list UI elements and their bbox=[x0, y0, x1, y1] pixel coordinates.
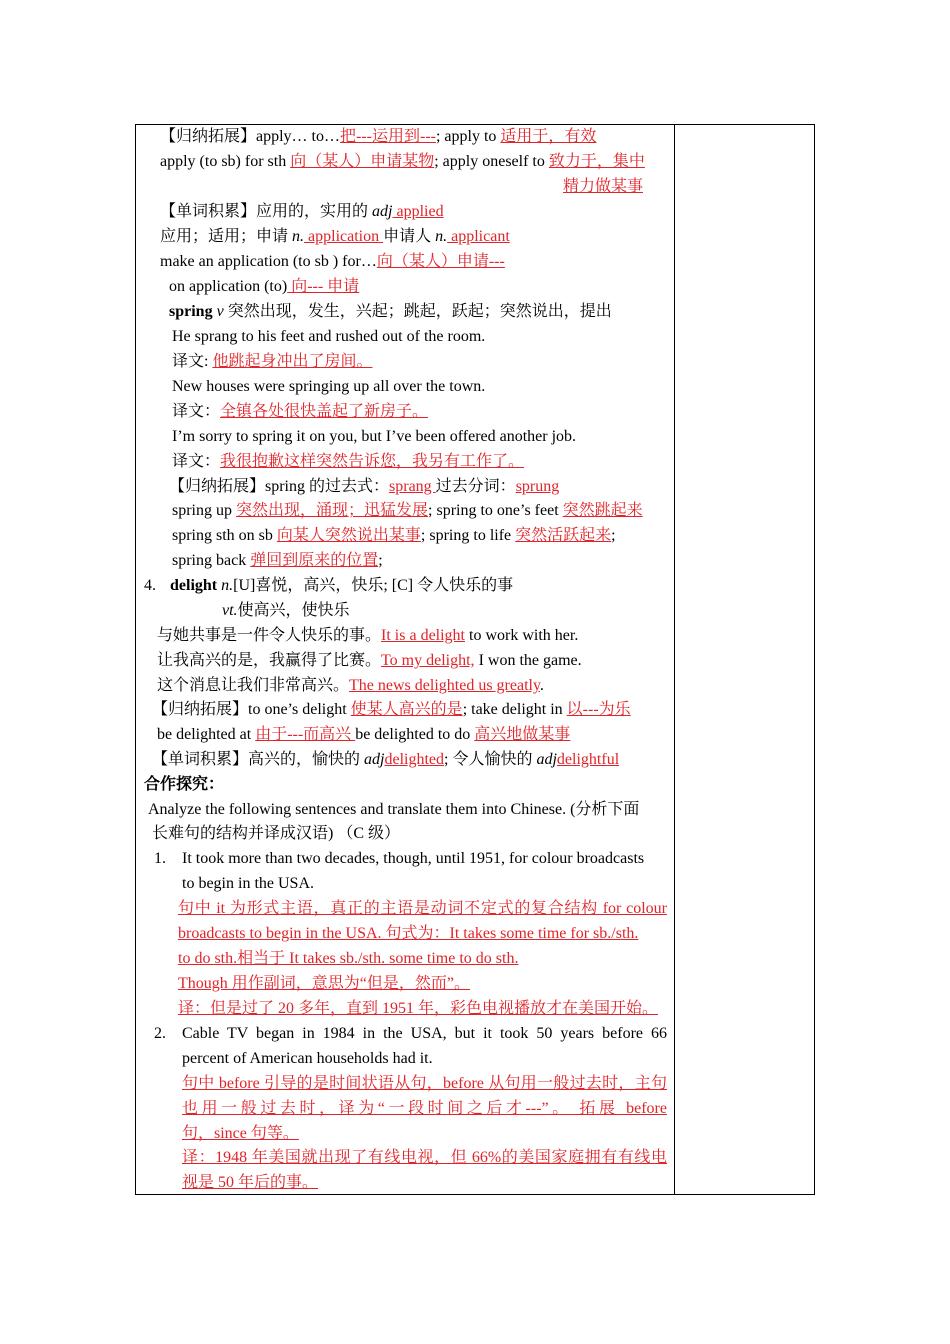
text-line bbox=[157, 723, 570, 747]
text: to work with her. bbox=[465, 627, 579, 644]
answer-text: sprang bbox=[389, 478, 436, 495]
answer-text: delighted bbox=[384, 751, 445, 768]
answer-text: 句中 it 为形式主语，真正的主语是动词不定式的复合结构 for colour bbox=[178, 900, 667, 917]
text-line bbox=[157, 674, 544, 698]
answer-text: 突然活跃起来 bbox=[515, 527, 612, 544]
text: 应用；适用；申请 bbox=[160, 228, 293, 245]
answer-text: 弹回到原来的位置 bbox=[250, 552, 379, 569]
text: [U]喜悦，高兴，快乐; [C] 令人快乐的事 bbox=[233, 577, 514, 594]
answer-text: sprung bbox=[515, 478, 560, 495]
text: be delighted at bbox=[157, 726, 256, 743]
item-number: 2. bbox=[154, 1025, 166, 1042]
text-line bbox=[157, 624, 578, 648]
text-line bbox=[172, 400, 428, 424]
answer-text: To my delight, bbox=[381, 652, 475, 669]
answer-text: delightful bbox=[556, 751, 620, 768]
text-line bbox=[222, 599, 350, 623]
item-number-line bbox=[154, 1022, 166, 1046]
text-line bbox=[182, 1047, 433, 1071]
text: 与她共事是一件令人快乐的事。 bbox=[157, 627, 382, 644]
text-line bbox=[169, 300, 612, 324]
answer-text: 突然跳起来 bbox=[562, 502, 643, 519]
text: ; apply oneself to bbox=[434, 153, 549, 170]
text-line bbox=[182, 1146, 667, 1170]
text-line bbox=[172, 350, 372, 374]
answer-text: applied bbox=[392, 203, 444, 220]
pos-label: adj bbox=[536, 751, 557, 768]
sentence-text: It took more than two decades, though, until 1951, for colour broadcasts bbox=[182, 850, 645, 867]
text-line bbox=[172, 549, 383, 573]
sentence-text: Cable TV began in 1984 in the USA, but it took 50 years before 66 bbox=[182, 1025, 667, 1042]
text: 申请人 bbox=[383, 228, 436, 245]
answer-text: 致力于，集中 bbox=[548, 153, 645, 170]
text: ; bbox=[378, 552, 383, 569]
pos-label: v bbox=[216, 303, 224, 320]
text-line bbox=[160, 150, 645, 174]
text-line bbox=[172, 499, 643, 523]
text-line bbox=[182, 847, 644, 871]
text-line bbox=[182, 1097, 667, 1121]
text: be delighted to do bbox=[355, 726, 475, 743]
text-line bbox=[169, 275, 359, 299]
section-heading bbox=[144, 773, 224, 797]
answer-text: to do sth.相当于 It takes sb./sth. some time to do sth. bbox=[178, 950, 519, 967]
text-line bbox=[157, 649, 582, 673]
text-line bbox=[178, 972, 470, 996]
text-line bbox=[182, 1122, 299, 1146]
text-line bbox=[172, 524, 616, 548]
text: 合作探究： bbox=[144, 776, 225, 793]
text-line bbox=[144, 574, 513, 598]
text: ; apply to bbox=[435, 128, 501, 145]
sentence-text: percent of American households had it. bbox=[182, 1050, 433, 1067]
text: spring sth on sb bbox=[172, 527, 277, 544]
answer-text: 译：但是过了 20 多年，直到 1951 年，彩色电视播放才在美国开始。 bbox=[178, 1000, 659, 1017]
text-line bbox=[182, 1171, 318, 1195]
text-line bbox=[178, 922, 638, 946]
answer-text: broadcasts to begin in the USA. 句式为：It takes some time for sb./sth. bbox=[178, 925, 639, 942]
example-sentence: I’m sorry to spring it on you, but I’ve been offered another job. bbox=[172, 428, 577, 445]
sentence-text: to begin in the USA. bbox=[182, 875, 314, 892]
text: 【单词积累】应用的，实用的 bbox=[160, 203, 373, 220]
answer-text: applicant bbox=[447, 228, 510, 245]
text-line bbox=[178, 997, 658, 1021]
text-line bbox=[178, 897, 667, 921]
answer-text: 以---为乐 bbox=[566, 701, 631, 718]
text-line bbox=[182, 1072, 667, 1096]
text: on application (to) bbox=[169, 278, 288, 295]
answer-text: It is a delight bbox=[381, 627, 465, 644]
text-line bbox=[178, 947, 518, 971]
text: make an application (to sb ) for… bbox=[160, 253, 377, 270]
instruction-text: 长难句的结构并译成汉语) （C 级） bbox=[152, 825, 401, 842]
text: 【单词积累】高兴的，愉快的 bbox=[152, 751, 365, 768]
answer-text: 由于---而高兴 bbox=[255, 726, 356, 743]
text: ; spring to life bbox=[420, 527, 516, 544]
pos-label: adj bbox=[372, 203, 393, 220]
text-line bbox=[160, 125, 596, 149]
answer-text: 向--- 申请 bbox=[287, 278, 360, 295]
example-sentence: He sprang to his feet and rushed out of the room. bbox=[172, 328, 486, 345]
pos-label: n. bbox=[292, 228, 305, 245]
example-sentence: New houses were springing up all over the town. bbox=[172, 378, 486, 395]
answer-text: 句，since 句等。 bbox=[182, 1125, 299, 1142]
pos-label: vt. bbox=[222, 602, 238, 619]
pos-label: n. bbox=[435, 228, 448, 245]
item-number: 4. bbox=[144, 577, 156, 594]
item-number: 1. bbox=[154, 850, 166, 867]
text-line bbox=[152, 822, 400, 846]
text: 译文: bbox=[172, 353, 213, 370]
text: 译文： bbox=[172, 403, 221, 420]
answer-text: application bbox=[304, 228, 384, 245]
text: 译文： bbox=[172, 453, 221, 470]
text: 突然出现，发生，兴起；跳起，跃起；突然说出，提出 bbox=[223, 303, 612, 320]
answer-text: 译：1948 年美国就出现了有线电视，但 66%的美国家庭拥有有线电 bbox=[182, 1149, 667, 1166]
answer-text: 适用于，有效 bbox=[500, 128, 597, 145]
text-line bbox=[563, 175, 643, 199]
text-line bbox=[169, 475, 559, 499]
text-line bbox=[152, 748, 619, 772]
text: spring up bbox=[172, 502, 236, 519]
text-line bbox=[172, 375, 485, 399]
text: 使高兴，使快乐 bbox=[237, 602, 350, 619]
text: . bbox=[539, 677, 544, 694]
text-line bbox=[182, 872, 314, 896]
answer-text: 句中 before 引导的是时间状语从句，before 从句用一般过去时，主句 bbox=[182, 1075, 667, 1092]
headword: spring bbox=[169, 303, 213, 320]
text: ; take delight in bbox=[462, 701, 567, 718]
text: 过去分词： bbox=[435, 478, 516, 495]
text-line bbox=[160, 225, 510, 249]
text: spring back bbox=[172, 552, 251, 569]
answer-text: 使某人高兴的是 bbox=[350, 701, 463, 718]
headword: delight bbox=[170, 577, 218, 594]
text: ; bbox=[611, 527, 616, 544]
text: 【归纳拓展】to one’s delight bbox=[152, 701, 351, 718]
answer-text: 向（某人）申请--- bbox=[376, 253, 505, 270]
answer-text: 向（某人）申请某物 bbox=[290, 153, 435, 170]
answer-text: 把---运用到--- bbox=[340, 128, 436, 145]
text-line bbox=[160, 250, 505, 274]
answer-text: 精力做某事 bbox=[563, 178, 644, 195]
text-line bbox=[172, 425, 576, 449]
item-number-line bbox=[154, 847, 166, 871]
text-line bbox=[172, 450, 524, 474]
pos-label: n. bbox=[221, 577, 234, 594]
answer-text: 视是 50 年后的事。 bbox=[182, 1174, 319, 1191]
answer-text: 全镇各处很快盖起了新房子。 bbox=[220, 403, 429, 420]
answer-text: Though 用作副词，意思为“但是，然而”。 bbox=[178, 975, 470, 992]
text-line bbox=[148, 798, 639, 822]
text: apply (to sb) for sth bbox=[160, 153, 291, 170]
text-line bbox=[160, 200, 444, 224]
answer-text: 向某人突然说出某事 bbox=[276, 527, 421, 544]
answer-text: 我很抱歉这样突然告诉您，我另有工作了。 bbox=[220, 453, 525, 470]
text: I won the game. bbox=[474, 652, 582, 669]
text: ; spring to one’s feet bbox=[428, 502, 563, 519]
instruction-text: Analyze the following sentences and translate them into Chinese. (分析下面 bbox=[148, 801, 640, 818]
answer-text: 也用一般过去时，译为“一段时间之后才---”。 拓展 before bbox=[182, 1100, 667, 1117]
text: 这个消息让我们非常高兴。 bbox=[157, 677, 350, 694]
answer-text: 突然出现，涌现；迅猛发展 bbox=[236, 502, 429, 519]
column-divider bbox=[674, 124, 675, 1195]
pos-label: adj bbox=[364, 751, 385, 768]
answer-text: 高兴地做某事 bbox=[474, 726, 571, 743]
text: 【归纳拓展】spring 的过去式： bbox=[169, 478, 390, 495]
text-line bbox=[172, 325, 485, 349]
answer-text: The news delighted us greatly bbox=[349, 677, 540, 694]
answer-text: 他跳起身冲出了房间。 bbox=[212, 353, 373, 370]
text: 让我高兴的是，我赢得了比赛。 bbox=[157, 652, 382, 669]
text-line bbox=[152, 698, 631, 722]
text-line bbox=[182, 1022, 667, 1046]
text: 【归纳拓展】apply… to… bbox=[160, 128, 340, 145]
text: ; 令人愉快的 bbox=[444, 751, 537, 768]
